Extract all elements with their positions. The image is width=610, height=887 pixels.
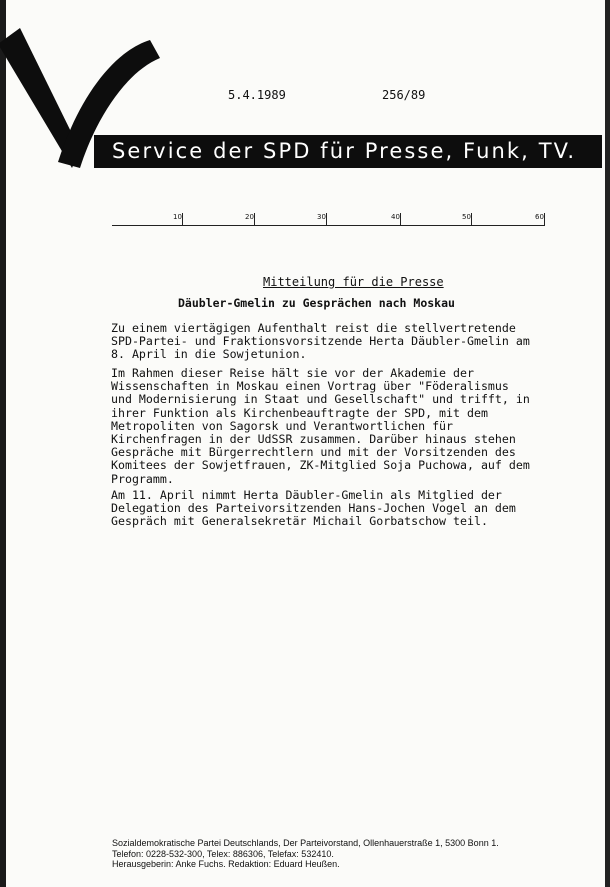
paragraph-line: Komitees der Sowjetfrauen, ZK-Mitglied Soja Puchowa, auf dem — [111, 458, 530, 473]
ruler-mark: 60 — [535, 213, 544, 221]
paragraph-line: SPD-Partei- und Fraktionsvorsitzende Herta Däubler-Gmelin am — [111, 334, 530, 349]
paragraph — [111, 367, 530, 486]
ruler-mark: 30 — [317, 213, 326, 221]
typewriter-ruler — [112, 213, 545, 226]
paragraph-line: Wissenschaften in Moskau einen Vortrag über "Föderalismus — [111, 379, 509, 394]
paragraph-line: Programm. — [111, 471, 174, 486]
ruler-line — [112, 225, 545, 226]
release-date: 5.4.1989 — [228, 88, 286, 102]
header-banner — [94, 135, 602, 168]
paragraph-line: 8. April in die Sowjetunion. — [111, 347, 307, 362]
document-heading: Mitteilung für die Presse — [263, 275, 444, 289]
paragraph-line: Delegation des Parteivorsitzenden Hans-Jochen Vogel an dem — [111, 501, 516, 516]
release-number: 256/89 — [382, 88, 426, 102]
footer-editors: Herausgeberin: Anke Fuchs. Redaktion: Eduard Heußen. — [112, 859, 340, 870]
banner-text: Service der SPD für Presse, Funk, TV. — [112, 139, 577, 163]
ruler-tick — [182, 213, 183, 225]
paragraph-line: Gespräch mit Generalsekretär Michail Gorbatschow teil. — [111, 514, 488, 529]
document-subheading: Däubler-Gmelin zu Gesprächen nach Moskau — [178, 296, 455, 310]
paragraph-line: Im Rahmen dieser Reise hält sie vor der Akademie der — [111, 366, 474, 380]
footer-address: Sozialdemokratische Partei Deutschlands, Der Parteivorstand, Ollenhauerstraße 1, 5300 Bonn 1. — [112, 838, 499, 848]
paragraph — [111, 489, 516, 529]
footer-contact: Telefon: 0228-532-300, Telex: 886306, Telefax: 532410. — [112, 848, 334, 859]
paragraph-line: Kirchenfragen in der UdSSR zusammen. Darüber hinaus stehen — [111, 432, 516, 447]
ruler-tick — [254, 213, 255, 225]
ruler-tick — [400, 213, 401, 225]
ruler-mark: 50 — [462, 213, 471, 221]
paragraph-line: Metropoliten von Sagorsk und Verantwortlichen für — [111, 418, 454, 433]
ruler-mark: 20 — [245, 213, 254, 221]
ruler-tick — [544, 213, 545, 225]
paragraph-line: und Modernisierung in Staat und Gesellschaft" und trifft, in — [111, 392, 530, 407]
ruler-tick — [471, 213, 472, 225]
footer — [112, 838, 499, 870]
ruler-mark: 40 — [391, 213, 400, 221]
paragraph-line: Gespräche mit Bürgerrechtlern und mit der Vorsitzenden des — [111, 445, 516, 460]
ruler-tick — [326, 213, 327, 225]
paragraph-line: ihrer Funktion als Kirchenbeauftragte der SPD, mit dem — [111, 405, 488, 420]
paragraph-line: Zu einem viertägigen Aufenthalt reist die stellvertretende — [111, 321, 516, 335]
ruler-mark: 10 — [173, 213, 182, 221]
paragraph — [111, 322, 530, 362]
paragraph-line: Am 11. April nimmt Herta Däubler-Gmelin als Mitglied der — [111, 488, 502, 502]
